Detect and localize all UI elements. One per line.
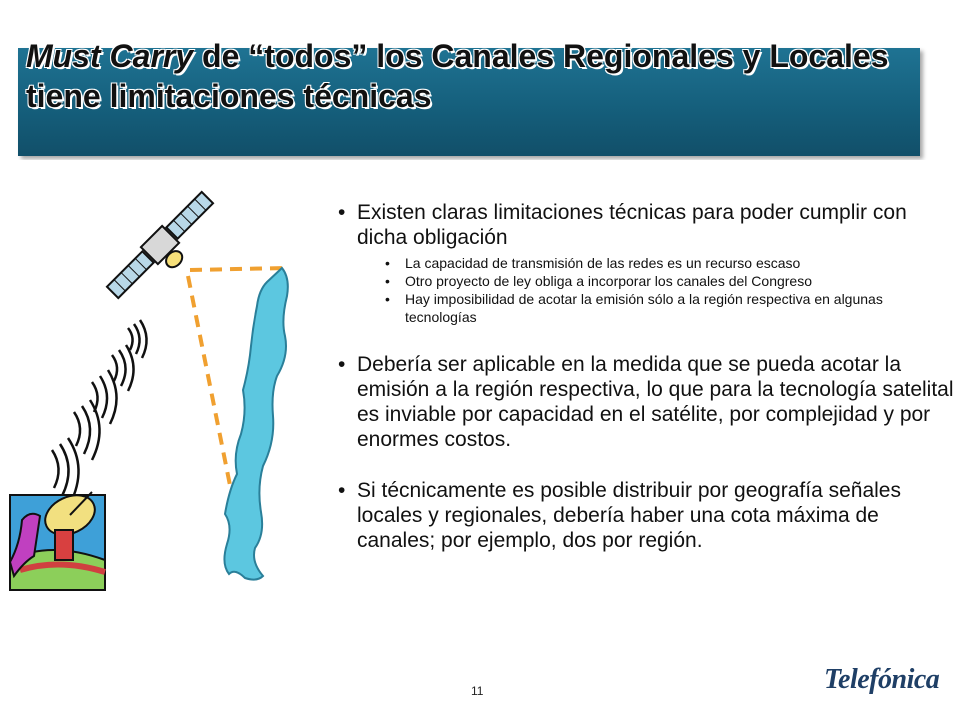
- slide-title: [26, 36, 906, 116]
- bullet-3: [336, 478, 956, 553]
- sub-bullet-3: • Hay imposibilidad de acotar la emisión sólo a la región respectiva en algunas tecnologías: [357, 290, 956, 326]
- telefonica-logo: Telefónica: [824, 664, 940, 695]
- satellite-icon: [104, 189, 226, 311]
- page-number: 11: [471, 684, 484, 698]
- bullet-3-text: Si técnicamente es posible distribuir por geografía señales locales y regionales, debería haber una cota máxima de canales; por ejemplo, dos por región.: [357, 479, 901, 552]
- bullet-1-text: Existen claras limitaciones técnicas para poder cumplir con dicha obligación: [357, 201, 907, 249]
- title-rest: de “todos” los Canales Regionales y Locales tiene limitaciones técnicas: [26, 38, 889, 114]
- title-italic: Must Carry: [26, 38, 194, 74]
- satellite-dish-clipart-icon: [10, 488, 105, 590]
- sub-bullet-2: • Otro proyecto de ley obliga a incorporar los canales del Congreso: [357, 272, 956, 290]
- bullet-list: [336, 200, 956, 553]
- slide-content: [336, 200, 956, 553]
- beam-dashes: [190, 268, 285, 270]
- bullet-1: [336, 200, 956, 326]
- chile-map-icon: [224, 268, 287, 580]
- signal-waves-icon: [52, 320, 147, 504]
- bullet-2-text: Debería ser aplicable en la medida que se pueda acotar la emisión a la región respectiva, lo que para la tecnología satelital es inviable por capacidad en el satélite, por complejidad y por enormes costos.: [357, 353, 954, 451]
- sub-bullet-list: [357, 254, 956, 326]
- satellite-illustration: [0, 180, 330, 600]
- sub-bullet-1: • La capacidad de transmisión de las redes es un recurso escaso: [357, 254, 956, 272]
- bullet-2: [336, 352, 956, 452]
